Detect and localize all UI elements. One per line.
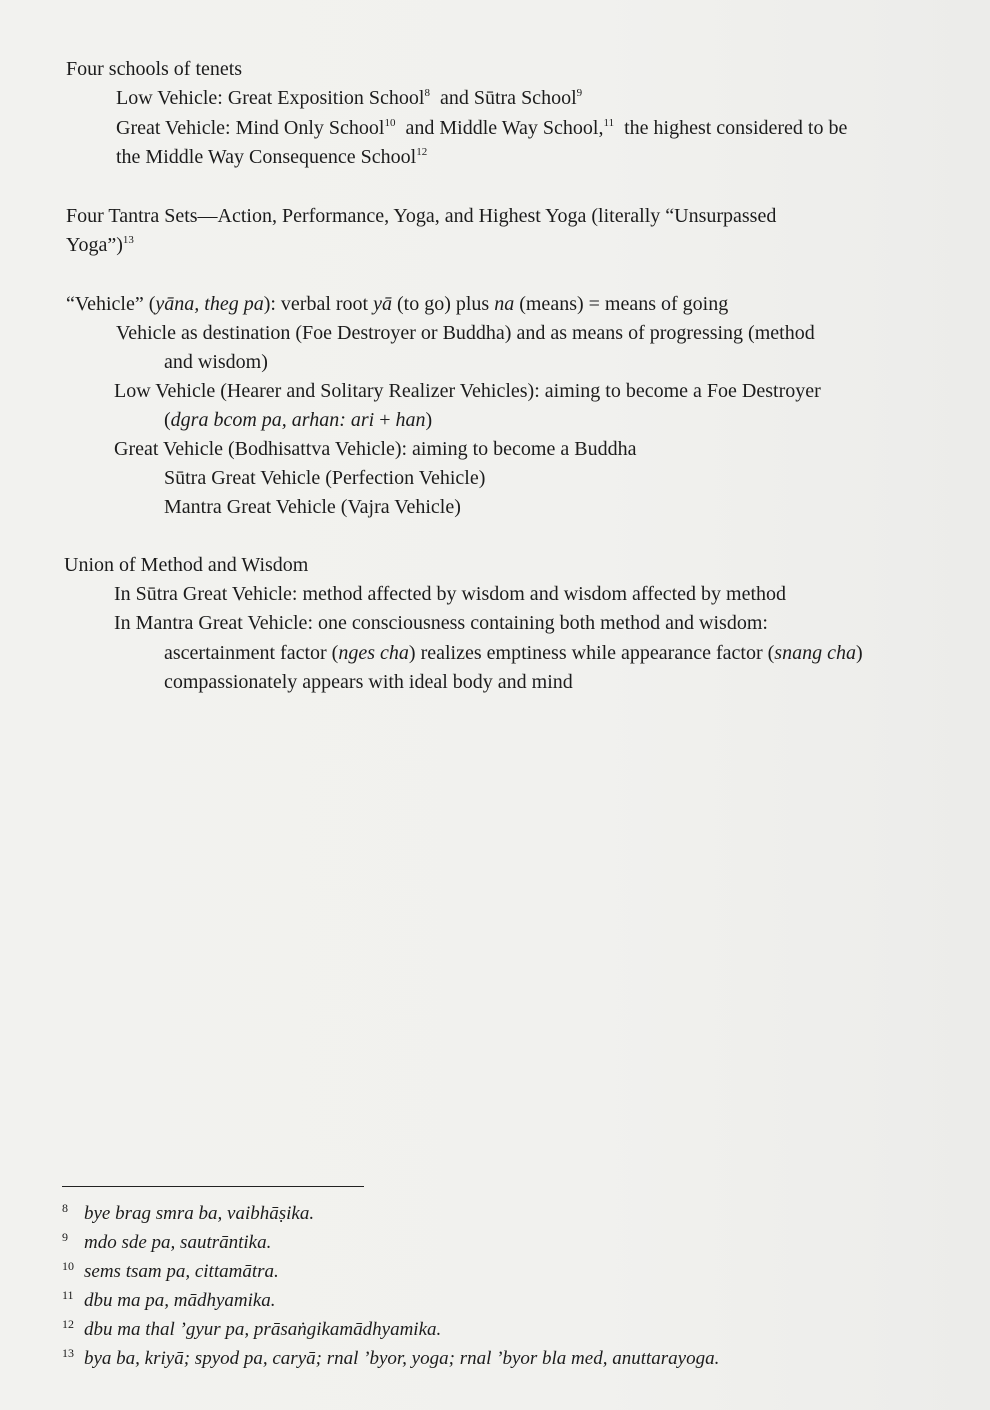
low-vehicle-schools: Low Vehicle: Great Exposition School$^8$ and Sūtra School$^9$ [116, 87, 583, 109]
footnote-ref: 13 [122, 234, 134, 246]
great-vehicle-schools: Great Vehicle: Mind Only School$^{10}$ and Middle Way School,$^{11}$ the highest considered to be [116, 117, 848, 139]
footnote-12: 12 dbu ma thal ’gyur pa, prāsaṅgikamādhyamika. [62, 1317, 442, 1340]
vehicle-destination: Vehicle as destination (Foe Destroyer or Buddha) and as means of progressing (method [116, 322, 815, 344]
vehicle-definition: “Vehicle” (yāna, theg pa): verbal root yā (to go) plus na (means) = means of going [66, 293, 729, 315]
footnote-ref: 9 [576, 87, 583, 99]
footnote-ref: 12 [416, 146, 428, 158]
low-vehicle-terms: (dgra bcom pa, arhan: ari + han) [164, 409, 433, 431]
footnote-10: 10 sems tsam pa, cittamātra. [62, 1259, 279, 1282]
ascertainment-factor: ascertainment factor (nges cha) realizes emptiness while appearance factor (snang cha) [164, 642, 863, 664]
union-mantra: In Mantra Great Vehicle: one consciousness containing both method and wisdom: [114, 612, 768, 634]
footnote-ref: 10 [384, 117, 396, 129]
tantra-sets-line1: Four Tantra Sets—Action, Performance, Yoga, and Highest Yoga (literally “Unsurpassed [66, 205, 777, 227]
footnote-13: 13 bya ba, kriyā; spyod pa, caryā; rnal ’byor, yoga; rnal ’byor bla med, anuttarayoga. [62, 1346, 720, 1369]
sutra-great-vehicle: Sūtra Great Vehicle (Perfection Vehicle) [164, 467, 486, 489]
great-vehicle-schools-cont: the Middle Way Consequence School$^{12}$ [116, 146, 428, 168]
tenets-heading: Four schools of tenets [66, 58, 243, 80]
footnote-9: 9 mdo sde pa, sautrāntika. [62, 1230, 272, 1253]
union-sutra: In Sūtra Great Vehicle: method affected by wisdom and wisdom affected by method [114, 583, 787, 605]
great-vehicle-line: Great Vehicle (Bodhisattva Vehicle): aiming to become a Buddha [114, 438, 637, 460]
union-heading: Union of Method and Wisdom [64, 554, 309, 576]
low-vehicle-line: Low Vehicle (Hearer and Solitary Realizer Vehicles): aiming to become a Foe Destroyer [114, 380, 821, 402]
appearance-compassion: compassionately appears with ideal body and mind [164, 671, 573, 693]
tantra-sets-line2: Yoga”)$^{13}$ [66, 234, 134, 256]
vehicle-destination-cont: and wisdom) [164, 351, 268, 373]
mantra-great-vehicle: Mantra Great Vehicle (Vajra Vehicle) [164, 496, 461, 518]
footnote-8: 8 bye brag smra ba, vaibhāṣika. [62, 1201, 315, 1224]
footnote-ref: 11 [603, 117, 615, 129]
footnote-ref: 8 [424, 87, 430, 99]
footnote-11: 11 dbu ma pa, mādhyamika. [62, 1288, 276, 1311]
footnote-divider [62, 1186, 364, 1187]
